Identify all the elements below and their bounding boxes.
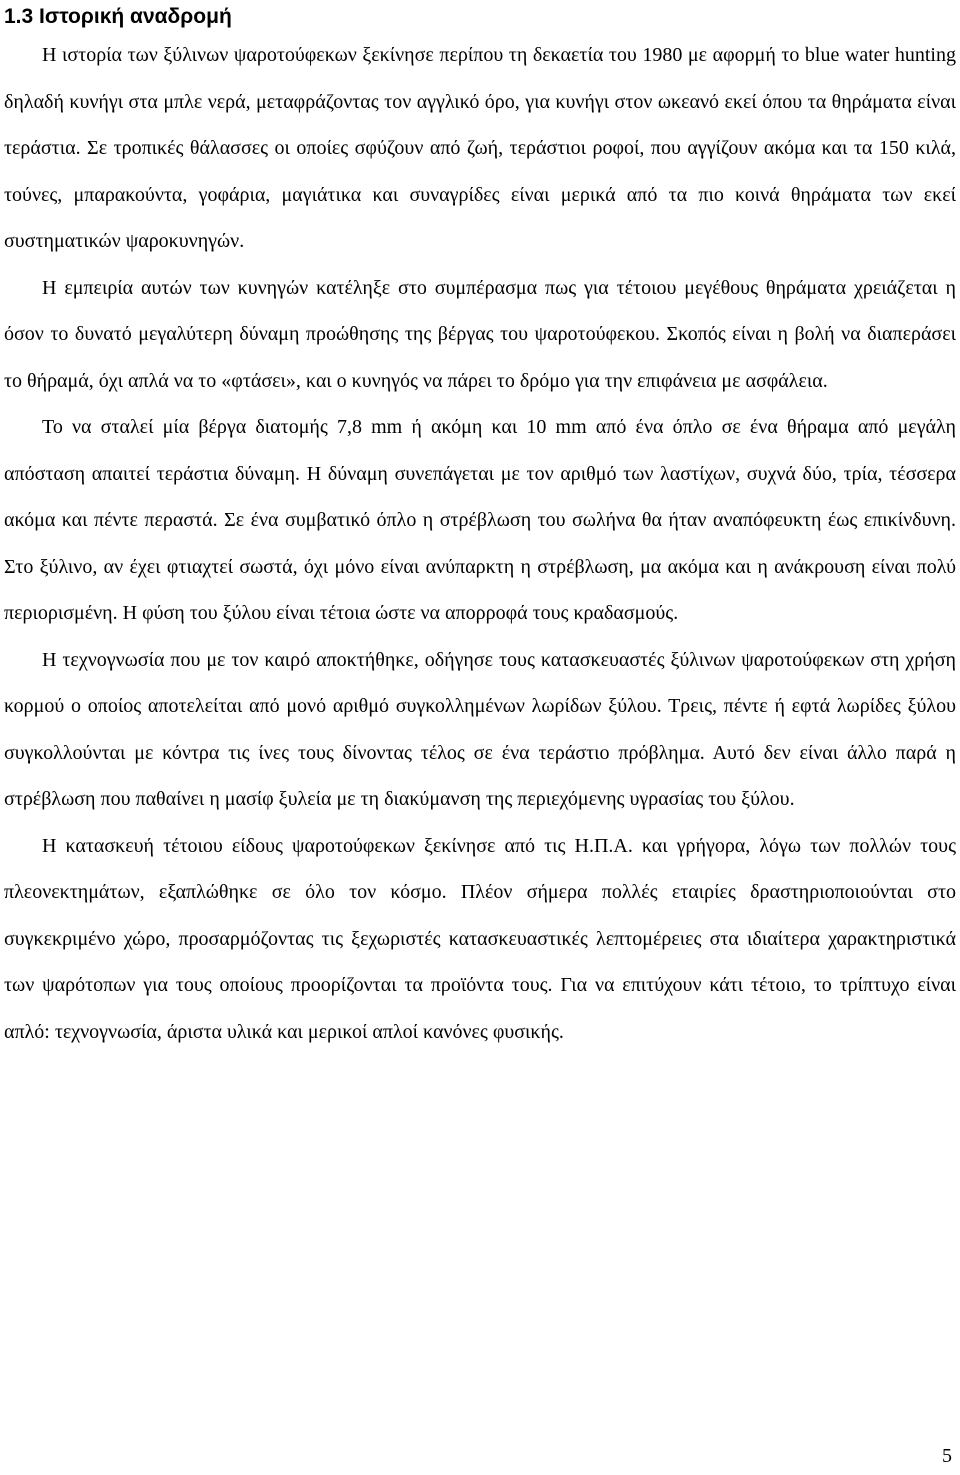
paragraph-laminated-wood: Η τεχνογνωσία που με τον καιρό αποκτήθηκε, οδήγησε τους κατασκευαστές ξύλινων ψαροτούφεκων στη χρήση κορμού ο οποίος αποτελείται από μονό αριθμό συγκολλημένων λωρίδων ξύλου. Τρεις, πέντε ή εφτά λωρίδες ξύλου συγκολλούνται με κόντρα τις ίνες τους δίνοντας τέλος σε ένα τεράστιο πρόβλημα. Αυτό δεν είναι άλλο παρά η στρέβλωση που παθαίνει η μασίφ ξυλεία με τη διακύμανση της περιεχόμενης υγρασίας του ξύλου. <box>4 648 956 810</box>
paragraph-power-and-recoil: Το να σταλεί μία βέργα διατομής 7,8 mm ή ακόμη και 10 mm από ένα όπλο σε ένα θήραμα από μεγάλη απόσταση απαιτεί τεράστια δύναμη. Η δύναμη συνεπάγεται με τον αριθμό των λαστίχων, συχνά δύο, τρία, τέσσερα ακόμα και πέντε περαστά. Σε ένα συμβατικό όπλο η στρέβλωση του σωλήνα θα ήταν αναπόφευκτη έως επικίνδυνη. Στο ξύλινο, αν έχει φτιαχτεί σωστά, όχι μόνο είναι ανύπαρκτη η στρέβλωση, μα ακόμα και η ανάκρουση είναι πολύ περιορισμένη. Η φύση του ξύλου είναι τέτοια ώστε να απορροφά τους κραδασμούς. <box>4 416 956 624</box>
section-number: 1.3 <box>4 5 34 28</box>
page-number: 5 <box>942 1445 952 1467</box>
paragraph-hunters-experience: Η εμπειρία αυτών των κυνηγών κατέληξε στο συμπέρασμα πως για τέτοιου μεγέθους θηράματα χρειάζεται η όσον το δυνατό μεγαλύτερη δύναμη προώθησης της βέργας του ψαροτούφεκου. Σκοπός είναι η βολή να διαπεράσει το θήραμά, όχι απλά να το «φτάσει», και ο κυνηγός να πάρει το δρόμο για την επιφάνεια με ασφάλεια. <box>4 276 956 392</box>
document-page <box>4 0 956 1475</box>
paragraph-manufacturing-spread: Η κατασκευή τέτοιου είδους ψαροτούφεκων ξεκίνησε από τις Η.Π.Α. και γρήγορα, λόγω των πολλών τους πλεονεκτημάτων, εξαπλώθηκε σε όλο τον κόσμο. Πλέον σήμερα πολλές εταιρίες δραστηριοποιούνται στο συγκεκριμένο χώρο, προσαρμόζοντας τις ξεχωριστές κατασκευαστικές λεπτομέρειες στα ιδιαίτερα χαρακτηριστικά των ψαρότοπων για τους οποίους προορίζονται τα προϊόντα τους. Για να επιτύχουν κάτι τέτοιο, το τρίπτυχο είναι απλό: τεχνογνωσία, άριστα υλικά και μερικοί απλοί κανόνες φυσικής. <box>4 834 956 1043</box>
paragraph-origins: Η ιστορία των ξύλινων ψαροτούφεκων ξεκίνησε περίπου τη δεκαετία του 1980 με αφορμή το blue water hunting δηλαδή κυνήγι στα μπλε νερά, μεταφράζοντας τον αγγλικό όρο, για κυνήγι στον ωκεανό εκεί όπου τα θηράματα είναι τεράστια. Σε τροπικές θάλασσες οι οποίες σφύζουν από ζωή, τεράστιοι ροφοί, που αγγίζουν ακόμα και τα 150 κιλά, τούνες, μπαρακούντα, γοφάρια, μαγιάτικα και συναγρίδες είναι μερικά από τα πιο κοινά θηράματα των εκεί συστηματικών ψαροκυνηγών. <box>4 44 956 252</box>
section-title: Ιστορική αναδρομή <box>39 5 232 28</box>
body-text <box>4 32 956 1055</box>
section-heading <box>4 2 232 32</box>
